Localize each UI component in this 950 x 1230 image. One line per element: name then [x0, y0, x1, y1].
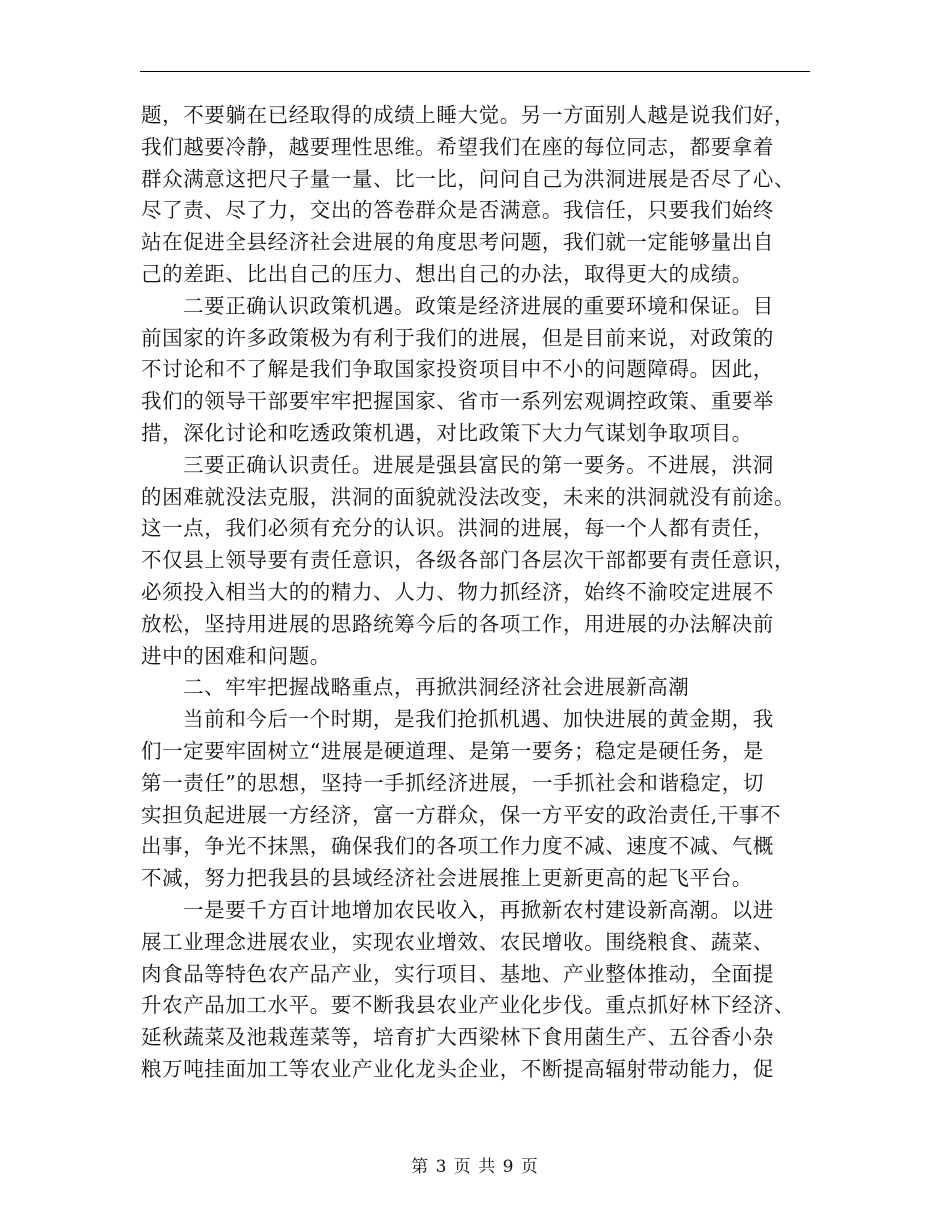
text-line: 站在促进全县经济社会进展的角度思考问题，我们就一定能够量出自 [141, 230, 774, 255]
text-line: 当前和今后一个时期，是我们抢抓机遇、加快进展的黄金期，我 [183, 707, 774, 732]
text-line: 这一点，我们必须有充分的认识。洪洞的进展，每一个人都有责任， [141, 516, 774, 541]
text-line: 不仅县上领导要有责任意识，各级各部门各层次干部都要有责任意识， [141, 548, 796, 573]
page-number-footer: 第 3 页 共 9 页 [411, 1157, 539, 1177]
text-line: 肉食品等特色农产品产业，实行项目、基地、产业整体推动，全面提 [141, 961, 774, 986]
text-line: 群众满意这把尺子量一量、比一比，问问自己为洪洞进展是否尽了心、 [141, 166, 796, 191]
text-line: 二要正确认识政策机遇。政策是经济进展的重要环境和保证。目 [183, 293, 774, 318]
text-line: 题，不要躺在已经取得的成绩上睡大觉。另一方面别人越是说我们好， [141, 103, 796, 127]
text-line: 前国家的许多政策极为有利于我们的进展，但是目前来说，对政策的 [141, 325, 774, 350]
text-line: 的困难就没法克服，洪洞的面貌就没法改变，未来的洪洞就没有前途。 [141, 484, 796, 509]
text-line: 二、牢牢把握战略重点，再掀洪洞经济社会进展新高潮 [183, 675, 690, 700]
text-line: 尽了责、尽了力，交出的答卷群众是否满意。我信任，只要我们始终 [141, 198, 774, 223]
text-line: 不减，努力把我县的县域经济社会进展推上更新更高的起飞平台。 [141, 866, 753, 891]
text-line: 我们的领导干部要牢牢把握国家、省市一系列宏观调控政策、重要举 [141, 389, 774, 414]
text-line: 粮万吨挂面加工等农业产业化龙头企业，不断提高辐射带动能力，促 [141, 1056, 774, 1081]
text-line: 展工业理念进展农业，实现农业增效、农民增收。围绕粮食、蔬菜、 [141, 929, 774, 954]
text-line: 必须投入相当大的的精力、人力、物力抓经济，始终不渝咬定进展不 [141, 579, 774, 604]
text-line: 一是要千方百计地增加农民收入，再掀新农村建设新高潮。以进 [183, 897, 774, 922]
text-line: 延秋蔬菜及池栽莲菜等，培育扩大西梁林下食用菌生产、五谷香小杂 [141, 1025, 774, 1050]
text-line: 措，深化讨论和吃透政策机遇，对比政策下大力气谋划争取项目。 [141, 420, 753, 445]
text-line: 己的差距、比出自己的压力、想出自己的办法，取得更大的成绩。 [141, 261, 753, 286]
text-line: 三要正确认识责任。进展是强县富民的第一要务。不进展，洪洞 [183, 452, 774, 477]
text-line: 们一定要牢固树立“进展是硬道理、是第一要务；稳定是硬任务，是 [141, 738, 764, 763]
header-rule [140, 71, 810, 72]
document-body [141, 100, 809, 1086]
text-line: 出事，争光不抹黑，确保我们的各项工作力度不减、速度不减、气概 [141, 834, 774, 859]
text-line: 进中的困难和问题。 [141, 643, 331, 668]
text-line: 我们越要冷静，越要理性思维。希望我们在座的每位同志，都要拿着 [141, 134, 774, 159]
text-line: 不讨论和不了解是我们争取国家投资项目中不小的问题障碍。因此， [141, 357, 774, 382]
text-line: 第一责任”的思想，坚持一手抓经济进展，一手抓社会和谐稳定，切 [141, 770, 764, 795]
text-line: 升农产品加工水平。要不断我县农业产业化步伐。重点抓好林下经济、 [141, 993, 796, 1018]
text-line: 放松，坚持用进展的思路统筹今后的各项工作，用进展的办法解决前 [141, 611, 774, 636]
text-line: 实担负起进展一方经济，富一方群众，保一方平安的政治责任,干事不 [141, 802, 782, 827]
